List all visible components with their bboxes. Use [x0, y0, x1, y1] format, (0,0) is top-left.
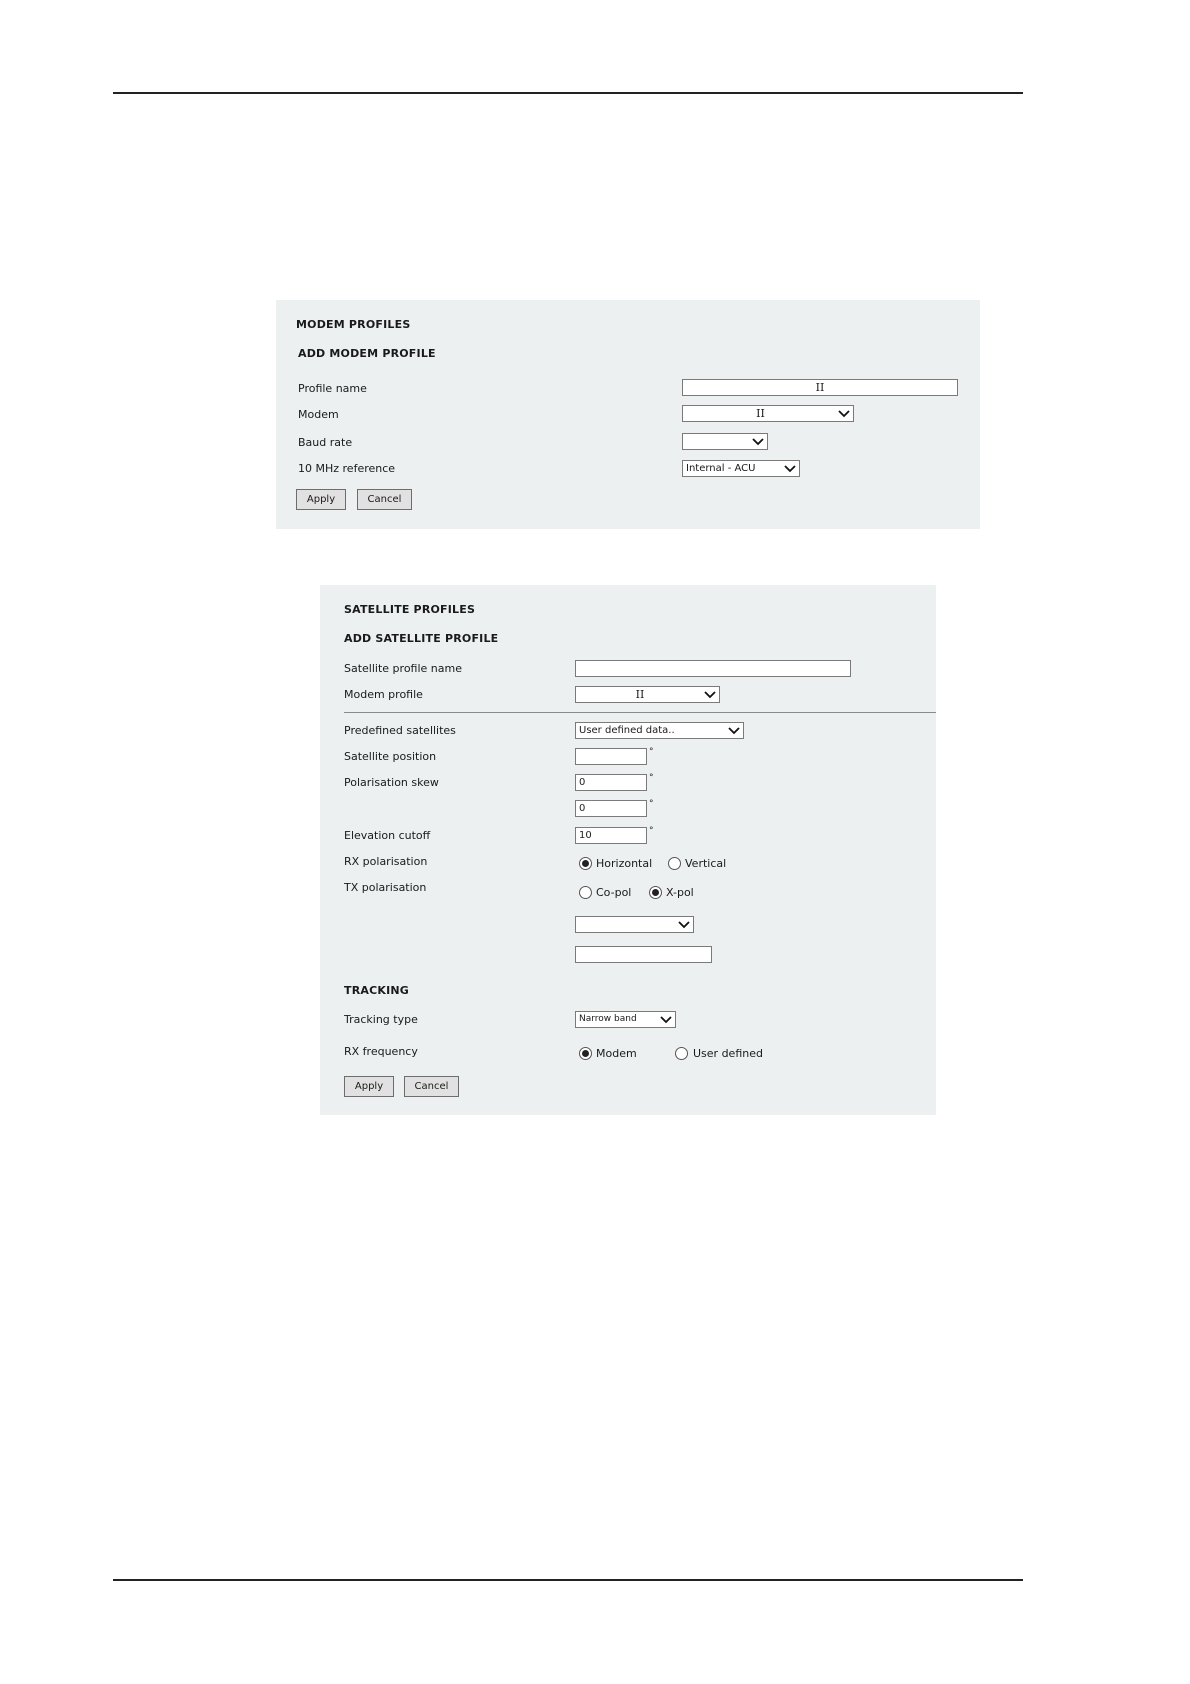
chevron-down-icon: [678, 920, 690, 929]
modem-apply-button[interactable]: Apply: [296, 489, 346, 510]
rx-freq-user-defined-label: User defined: [693, 1047, 763, 1060]
rx-pol-horizontal-radio[interactable]: [579, 857, 592, 870]
satellite-apply-button[interactable]: Apply: [344, 1076, 394, 1097]
satellite-profile-name-label: Satellite profile name: [344, 662, 462, 675]
rx-polarisation-label: RX polarisation: [344, 855, 428, 868]
tx-polarisation-label: TX polarisation: [344, 881, 427, 894]
satellite-profile-name-input[interactable]: [575, 660, 851, 677]
rx-pol-vertical-label: Vertical: [685, 857, 727, 870]
reference-label: 10 MHz reference: [298, 462, 396, 475]
chevron-down-icon: [704, 690, 716, 699]
satellite-cancel-button[interactable]: Cancel: [404, 1076, 459, 1097]
page-top-rule: [113, 92, 1023, 94]
degree-unit: °: [649, 826, 654, 836]
modem-cancel-button[interactable]: Cancel: [357, 489, 412, 510]
rx-pol-vertical-radio[interactable]: [668, 857, 681, 870]
predefined-satellites-select-value: User defined data..: [579, 725, 675, 736]
section-divider: [344, 712, 936, 713]
tracking-type-label: Tracking type: [344, 1013, 418, 1026]
rx-freq-modem-label: Modem: [596, 1047, 637, 1060]
modem-profile-select-value: II: [635, 688, 645, 701]
second-angle-input[interactable]: [575, 800, 647, 817]
polarisation-skew-label: Polarisation skew: [344, 776, 439, 789]
chevron-down-icon: [728, 726, 740, 735]
modem-panel-title: MODEM PROFILES: [296, 318, 411, 331]
satellite-panel-title: SATELLITE PROFILES: [344, 603, 476, 616]
page-bottom-rule: [113, 1579, 1023, 1581]
tx-pol-xpol-label: X-pol: [666, 886, 694, 899]
tracking-type-select-value: Narrow band: [579, 1014, 637, 1024]
chevron-down-icon: [660, 1015, 672, 1024]
profile-name-label: Profile name: [298, 382, 367, 395]
rx-frequency-label: RX frequency: [344, 1045, 418, 1058]
polarisation-skew-input[interactable]: [575, 774, 647, 791]
elevation-cutoff-input[interactable]: [575, 827, 647, 844]
degree-unit: °: [649, 773, 654, 783]
tracking-title: TRACKING: [344, 984, 410, 997]
modem-select-value: II: [756, 407, 765, 420]
baud-rate-label: Baud rate: [298, 436, 353, 449]
rx-freq-user-defined-radio[interactable]: [675, 1047, 688, 1060]
satellite-panel-subtitle: ADD SATELLITE PROFILE: [344, 632, 499, 645]
chevron-down-icon: [752, 437, 764, 446]
modem-profiles-panel: [276, 300, 980, 529]
satellite-profiles-panel: [320, 585, 936, 1115]
predefined-satellites-select[interactable]: [575, 722, 744, 739]
tx-pol-copol-radio[interactable]: [579, 886, 592, 899]
modem-label: Modem: [298, 408, 339, 421]
degree-unit: °: [649, 747, 654, 757]
elevation-cutoff-label: Elevation cutoff: [344, 829, 431, 842]
rx-pol-horizontal-label: Horizontal: [596, 857, 653, 870]
rx-freq-modem-radio[interactable]: [579, 1047, 592, 1060]
degree-unit: °: [649, 799, 654, 809]
tx-pol-copol-label: Co-pol: [596, 886, 632, 899]
profile-name-input[interactable]: [682, 379, 958, 396]
modem-panel-subtitle: ADD MODEM PROFILE: [298, 347, 436, 360]
reference-select[interactable]: [682, 460, 800, 477]
chevron-down-icon: [838, 409, 850, 418]
modem-profile-select[interactable]: [575, 686, 720, 703]
extra-select[interactable]: [575, 916, 694, 933]
tx-pol-xpol-radio[interactable]: [649, 886, 662, 899]
modem-select[interactable]: [682, 405, 854, 422]
predefined-satellites-label: Predefined satellites: [344, 724, 456, 737]
satellite-position-input[interactable]: [575, 748, 647, 765]
extra-input[interactable]: [575, 946, 712, 963]
tracking-type-select[interactable]: [575, 1011, 676, 1028]
reference-select-value: Internal - ACU: [686, 463, 756, 474]
modem-profile-label: Modem profile: [344, 688, 423, 701]
chevron-down-icon: [784, 464, 796, 473]
baud-rate-select[interactable]: [682, 433, 768, 450]
satellite-position-label: Satellite position: [344, 750, 437, 763]
